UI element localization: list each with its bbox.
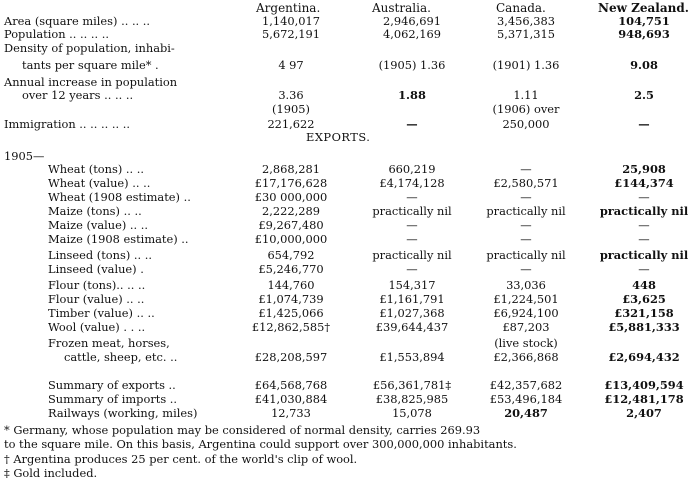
table-row: [0, 103, 700, 115]
table-row: [0, 407, 700, 419]
value-australia: 154,317: [388, 278, 436, 292]
value-argentina: £10,000,000: [254, 232, 328, 246]
value-australia: practically nil: [372, 204, 452, 218]
value-new-zealand: 9.08: [630, 58, 658, 72]
table-row: [0, 28, 700, 40]
value-argentina: 144,760: [267, 278, 315, 292]
value-canada: practically nil: [486, 204, 566, 218]
value-australia: —: [406, 232, 418, 246]
value-new-zealand: 448: [632, 278, 656, 292]
value-australia: £56,361,781‡: [372, 378, 452, 392]
row-label: cattle, sheep, etc. ..: [64, 350, 178, 364]
footnote-germany-continued: to the square mile. On this basis, Argentina could support over 300,000,000 inhabitants.: [4, 437, 517, 451]
value-australia: 1.88: [398, 88, 426, 102]
row-label: over 12 years .. .. ..: [22, 88, 134, 102]
value-new-zealand: £5,881,333: [608, 320, 680, 334]
value-new-zealand: £2,694,432: [608, 350, 680, 364]
value-argentina: 12,733: [271, 406, 311, 420]
value-australia: (1905) 1.36: [378, 58, 446, 72]
value-australia: £1,553,894: [379, 350, 445, 364]
section-heading: [0, 131, 700, 143]
value-argentina: £28,208,597: [254, 350, 328, 364]
value-australia: 660,219: [388, 162, 436, 176]
table-row: [0, 205, 700, 217]
value-australia: practically nil: [372, 248, 452, 262]
row-label: Flour (tons).. .. ..: [48, 278, 146, 292]
header-new-zealand: New Zealand.: [598, 1, 689, 15]
table-row: [0, 15, 700, 27]
value-canada: 1.11: [513, 88, 539, 102]
value-australia: 2,946,691: [383, 14, 441, 28]
row-label: tants per square mile* .: [22, 58, 159, 72]
value-australia: —: [406, 262, 418, 276]
value-argentina: 2,868,281: [262, 162, 320, 176]
row-label: Timber (value) .. ..: [48, 306, 155, 320]
row-label: Density of population, inhabi-: [4, 41, 175, 55]
row-label: Frozen meat, horses,: [48, 336, 170, 350]
value-new-zealand: £12,481,178: [604, 392, 684, 406]
row-label: Summary of imports ..: [48, 392, 178, 406]
footnote-gold: ‡ Gold included.: [4, 466, 98, 480]
table-row: [0, 219, 700, 231]
value-argentina: £12,862,585†: [251, 320, 331, 334]
value-canada: —: [520, 232, 532, 246]
table-row: [0, 191, 700, 203]
table-row: [0, 393, 700, 405]
value-australia: £39,644,437: [375, 320, 449, 334]
value-argentina: £9,267,480: [258, 218, 324, 232]
value-canada: 33,036: [506, 278, 546, 292]
value-australia: £38,825,985: [375, 392, 449, 406]
value-argentina: 3.36: [278, 88, 304, 102]
year-label: 1905—: [4, 149, 45, 163]
value-canada: —: [520, 162, 532, 176]
footnote-wool: † Argentina produces 25 per cent. of the world's clip of wool.: [4, 452, 358, 466]
table-row: [0, 89, 700, 101]
row-label: Wheat (tons) .. ..: [48, 162, 145, 176]
table-row: [0, 249, 700, 261]
value-canada: £87,203: [502, 320, 550, 334]
value-new-zealand: £321,158: [614, 306, 674, 320]
value-new-zealand: —: [638, 232, 650, 246]
row-label: Area (square miles) .. .. ..: [4, 14, 151, 28]
value-australia: —: [406, 117, 418, 131]
row-label: Maize (tons) .. ..: [48, 204, 142, 218]
value-canada: £6,924,100: [493, 306, 559, 320]
value-canada: £53,496,184: [489, 392, 563, 406]
value-new-zealand: £144,374: [614, 176, 674, 190]
value-new-zealand: £3,625: [622, 292, 666, 306]
value-australia: —: [406, 218, 418, 232]
row-label: Summary of exports ..: [48, 378, 176, 392]
value-new-zealand: 104,751: [618, 14, 670, 28]
value-canada: —: [520, 190, 532, 204]
row-label: Flour (value) .. ..: [48, 292, 145, 306]
table-row: [0, 263, 700, 275]
value-argentina: 2,222,289: [262, 204, 320, 218]
year-row: [0, 150, 700, 162]
value-australia: £4,174,128: [379, 176, 445, 190]
row-label: Linseed (tons) .. ..: [48, 248, 153, 262]
value-new-zealand: 25,908: [622, 162, 666, 176]
row-label: Linseed (value) .: [48, 262, 144, 276]
table-row: [0, 351, 700, 363]
value-canada: £2,366,868: [493, 350, 559, 364]
value-australia: £1,027,368: [379, 306, 445, 320]
value-new-zealand: practically nil: [599, 204, 689, 218]
table-row: [0, 337, 700, 349]
value-canada: (1901) 1.36: [492, 58, 560, 72]
table-row: [0, 307, 700, 319]
value-new-zealand: —: [638, 190, 650, 204]
table-row: [0, 163, 700, 175]
value-canada: 250,000: [502, 117, 550, 131]
value-canada: practically nil: [486, 248, 566, 262]
table-row: [0, 42, 700, 54]
row-label: Wool (value) . . ..: [48, 320, 146, 334]
value-argentina: 4 97: [278, 58, 304, 72]
value-new-zealand: practically nil: [599, 248, 689, 262]
value-canada: —: [520, 262, 532, 276]
row-label: Maize (1908 estimate) ..: [48, 232, 189, 246]
value-canada: 3,456,383: [497, 14, 555, 28]
table-row: [0, 59, 700, 71]
value-australia: —: [406, 190, 418, 204]
row-label: Population .. .. .. ..: [4, 27, 109, 41]
value-argentina: £1,074,739: [258, 292, 324, 306]
table-row: [0, 177, 700, 189]
header-argentina: Argentina.: [256, 1, 321, 15]
table-row: [0, 233, 700, 245]
row-label: Wheat (value) .. ..: [48, 176, 151, 190]
table-row: [0, 379, 700, 391]
value-canada: 5,371,315: [497, 27, 555, 41]
row-label: Maize (value) .. ..: [48, 218, 149, 232]
table-row: [0, 279, 700, 291]
row-label: Railways (working, miles): [48, 406, 198, 420]
value-canada: 20,487: [504, 406, 548, 420]
table-row: [0, 293, 700, 305]
value-new-zealand: —: [638, 117, 650, 131]
header-canada: Canada.: [496, 1, 546, 15]
value-new-zealand: —: [638, 262, 650, 276]
value-argentina: £30 000,000: [254, 190, 328, 204]
footnote-germany: * Germany, whose population may be considered of normal density, carries 269.93: [4, 423, 481, 437]
value-argentina: £1,425,066: [258, 306, 324, 320]
value-canada: (1906) over: [492, 102, 560, 116]
value-canada: (live stock): [494, 336, 558, 350]
value-new-zealand: 948,693: [618, 27, 670, 41]
value-canada: —: [520, 218, 532, 232]
row-label: Immigration .. .. .. .. ..: [4, 117, 130, 131]
table-row: [0, 118, 700, 130]
value-argentina: 221,622: [267, 117, 315, 131]
value-australia: £1,161,791: [379, 292, 445, 306]
value-new-zealand: £13,409,594: [604, 378, 684, 392]
exports-heading: EXPORTS.: [306, 130, 371, 144]
value-argentina: (1905): [272, 102, 310, 116]
row-label: Wheat (1908 estimate) ..: [48, 190, 191, 204]
value-argentina: £17,176,628: [254, 176, 328, 190]
table-row: [0, 321, 700, 333]
value-argentina: £41,030,884: [254, 392, 328, 406]
value-argentina: 1,140,017: [262, 14, 320, 28]
header-australia: Australia.: [372, 1, 431, 15]
table-row: [0, 76, 700, 88]
value-australia: 15,078: [392, 406, 432, 420]
value-canada: £1,224,501: [493, 292, 559, 306]
value-new-zealand: —: [638, 218, 650, 232]
value-argentina: 5,672,191: [262, 27, 320, 41]
value-argentina: £64,568,768: [254, 378, 328, 392]
value-canada: £42,357,682: [489, 378, 563, 392]
row-label: Annual increase in population: [4, 75, 178, 89]
value-argentina: 654,792: [267, 248, 315, 262]
value-argentina: £5,246,770: [258, 262, 324, 276]
value-australia: 4,062,169: [383, 27, 441, 41]
value-new-zealand: 2,407: [626, 406, 662, 420]
value-canada: £2,580,571: [493, 176, 559, 190]
value-new-zealand: 2.5: [634, 88, 654, 102]
